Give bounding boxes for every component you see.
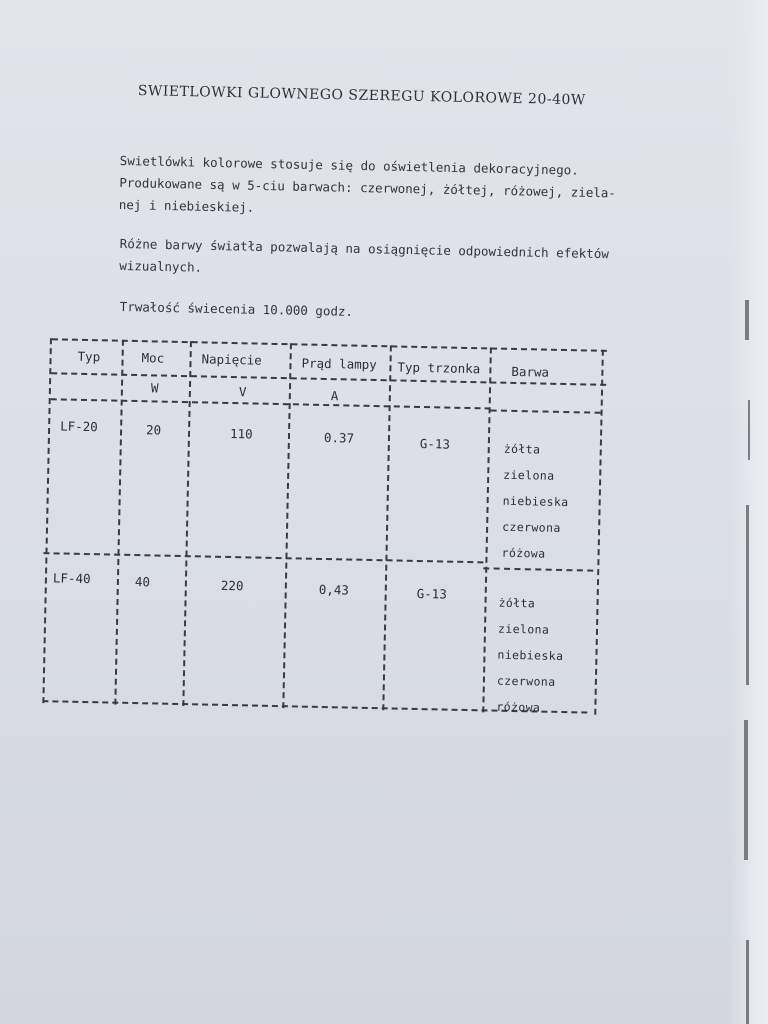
page-edge-mark [746,505,749,685]
lamp-spec-table [32,338,610,730]
column-header-prad: Prąd lampy [301,355,377,373]
paragraph-line: nej i niebieskiej. [118,196,255,215]
table-column-divider [482,347,492,712]
color-item: zielona [497,621,550,637]
page-edge-mark [744,720,748,860]
table-units-divider [51,398,491,409]
paragraph-line: wizualnych. [119,257,203,275]
color-item: czerwona [502,519,561,535]
row2-barwy [496,590,565,721]
column-header-moc: Moc [141,350,165,366]
color-item: czerwona [496,673,556,689]
row1-barwy [501,436,570,567]
table-column-divider [382,345,392,710]
page-edge-mark [745,300,749,340]
table-column-divider [182,341,192,706]
page-edge-mark [746,940,749,1024]
paragraph-lifetime: Trwałość świecenia 10.000 godz. [119,298,354,319]
color-item: żółta [498,595,536,611]
page-title: SWIETLOWKI GLOWNEGO SZEREGU KOLOROWE 20-40W [137,83,586,109]
color-item: niebieska [502,493,569,510]
table-border-left [42,338,52,703]
row1-napiecie: 110 [229,426,253,442]
table-units-divider [491,409,601,413]
paragraph-line: Produkowane są w 5-ciu barwach: czerwonej, żółtej, różowej, ziela- [119,174,617,201]
row2-prad: 0,43 [318,581,350,598]
page-edge-mark [748,400,750,460]
column-header-trzonek: Typ trzonka [397,359,481,377]
row2-moc: 40 [134,574,151,590]
color-item: niebieska [497,647,564,664]
table-row-divider [43,552,483,563]
color-item: różowa [501,545,546,561]
table-column-divider [282,343,292,708]
unit-moc: W [150,380,159,396]
paragraph-line: Różne barwy światła pozwalają na osiągnięcie odpowiednich efektów [119,235,610,262]
paragraph-effects [119,233,609,287]
table-row-divider [483,567,593,571]
unit-napiecie: V [238,384,247,400]
table-column-divider [114,340,124,705]
column-header-typ: Typ [77,348,101,365]
row2-trzonek: G-13 [416,585,447,602]
color-item: różowa [496,699,541,715]
row1-moc: 20 [145,422,162,438]
column-header-napiecie: Napięcie [201,351,262,368]
color-item: żółta [503,441,541,457]
paragraph-line: Swietlówki kolorowe stosuje się do oświetlenia dekoracyjnego. [119,152,579,178]
row1-prad: 0.37 [323,429,355,446]
row1-typ: LF-20 [60,418,98,435]
table-border-top [52,338,607,352]
unit-prad: A [330,388,339,404]
column-header-barwa: Barwa [511,363,550,380]
table-border-right [594,350,604,715]
row2-typ: LF-40 [52,570,91,587]
row2-napiecie: 220 [220,577,244,594]
paragraph-intro [119,150,617,226]
row1-trzonek: G-13 [419,435,451,452]
color-item: zielona [503,467,555,483]
